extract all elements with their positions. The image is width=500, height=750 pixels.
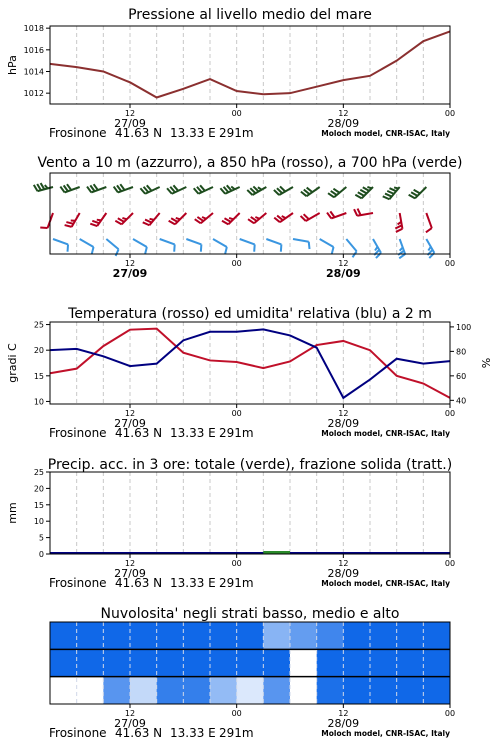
wind-barb-shaft — [266, 239, 281, 244]
wind-barb-feather — [354, 209, 357, 216]
cloud-cell — [50, 622, 77, 649]
panel-title: Nuvolosita' negli strati basso, medio e alto — [100, 606, 400, 622]
wind-barb-feather — [328, 193, 334, 197]
wind-barb — [266, 239, 281, 252]
wind-barb-feather — [92, 221, 99, 223]
panel-title: Pressione al livello medio del mare — [128, 7, 372, 23]
wind-barb-feather — [426, 228, 432, 232]
x-tick-label: 00 — [444, 559, 456, 568]
wind-barb-feather — [68, 244, 69, 251]
wind-barb-feather — [65, 225, 72, 227]
cloud-cell — [50, 677, 77, 704]
wind-barb-feather — [333, 189, 339, 193]
x-day-label: 27/09 — [114, 567, 146, 580]
cloud-cell — [290, 649, 317, 676]
wind-barb-feather — [225, 247, 227, 254]
y-tick-label: 25 — [33, 320, 44, 330]
y-tick-label: 1014 — [23, 67, 44, 77]
wind-barb-feather — [387, 191, 394, 194]
x-day-label: 28/09 — [327, 417, 360, 430]
wind-barb-feather — [309, 242, 310, 249]
y-axis-label: gradi C — [6, 343, 19, 383]
wind-barb-feather — [358, 209, 361, 216]
station-alt: 291m — [219, 576, 254, 590]
wind-barb-feather — [201, 244, 202, 251]
x-tick-label: 00 — [444, 259, 456, 268]
cloud-cell — [290, 622, 317, 649]
y-axis-label: mm — [6, 502, 19, 524]
station-lon: 13.33 E — [170, 426, 216, 440]
cloud-cell — [237, 649, 264, 676]
credit-text: Moloch model, CNR-ISAC, Italy — [321, 729, 450, 738]
cloud-cell — [263, 677, 290, 704]
x-day-label: 27/09 — [112, 267, 148, 280]
cloud-cell — [343, 677, 370, 704]
cloud-cell — [317, 622, 344, 649]
wind-barb-feather — [414, 190, 420, 194]
wind-barb-feather — [411, 192, 417, 196]
wind-barb-feather — [383, 196, 390, 199]
wind-barb-feather — [143, 222, 150, 225]
cloud-cell — [397, 677, 424, 704]
cloud-cell — [183, 677, 210, 704]
wind-barb-feather — [90, 224, 97, 226]
credit-text: Moloch model, CNR-ISAC, Italy — [321, 429, 450, 438]
credit-text: Moloch model, CNR-ISAC, Italy — [321, 129, 450, 138]
cloud-cell — [77, 677, 104, 704]
x-day-label: 28/09 — [327, 717, 360, 730]
wind-barb-feather — [150, 219, 154, 220]
wind-barb — [240, 239, 255, 252]
credit-text: Moloch model, CNR-ISAC, Italy — [321, 579, 450, 588]
y-tick-label: 1012 — [23, 89, 44, 99]
wind-barb-feather — [115, 221, 121, 225]
panel-title: Temperatura (rosso) ed umidita' relativa (blu) a 2 m — [68, 306, 432, 322]
cloud-cell — [370, 649, 397, 676]
wind-barb — [160, 239, 175, 252]
x-day-label: 27/09 — [114, 717, 146, 730]
wind-barb-feather — [248, 219, 254, 223]
x-tick-label: 00 — [231, 259, 242, 268]
panel-3 — [6, 457, 455, 590]
cloud-cell — [103, 677, 130, 704]
wind-barb-feather — [358, 192, 364, 196]
station-name: Frosinone — [49, 576, 107, 590]
y-tick-label: 1018 — [23, 24, 44, 34]
cloud-cell — [130, 622, 157, 649]
humidity-line — [50, 329, 450, 398]
wind-barb — [213, 239, 227, 254]
wind-barb-feather — [176, 218, 180, 219]
station-lat: 41.63 N — [115, 576, 163, 590]
cloud-cell — [317, 649, 344, 676]
panel-4 — [49, 606, 455, 740]
wind-barb-feather — [229, 218, 233, 219]
wind-barb — [373, 239, 381, 258]
wind-barb-feather — [97, 220, 101, 221]
wind-barb-feather — [145, 247, 147, 254]
panel-title: Vento a 10 m (azzurro), a 850 hPa (rosso), a 700 hPa (verde) — [37, 155, 463, 171]
y-right-tick-label: 60 — [456, 371, 467, 381]
cloud-cell — [423, 677, 450, 704]
wind-barb — [90, 213, 106, 226]
cloud-cell — [370, 622, 397, 649]
cloud-cell — [210, 622, 237, 649]
wind-barb-shaft — [160, 239, 175, 244]
station-alt: 291m — [219, 726, 254, 740]
panel-2 — [6, 306, 493, 440]
station-lon: 13.33 E — [170, 726, 216, 740]
wind-barb-feather — [122, 218, 126, 219]
x-day-label: 28/09 — [327, 567, 360, 580]
wind-barb — [426, 239, 434, 258]
y-tick-label: 5 — [38, 533, 44, 543]
x-tick-label: 12 — [124, 559, 136, 568]
y-tick-label: 0 — [38, 550, 44, 559]
x-tick-label: 12 — [124, 109, 136, 118]
wind-barb-shaft — [334, 187, 346, 197]
wind-barb-feather — [45, 185, 48, 188]
wind-barb-feather — [281, 244, 282, 251]
y-right-tick-label: 40 — [456, 396, 467, 406]
cloud-cell — [290, 677, 317, 704]
x-tick-label: 00 — [231, 709, 242, 718]
wind-barb — [40, 213, 53, 228]
cloud-cell — [130, 649, 157, 676]
cloud-cell — [130, 677, 157, 704]
cloud-cell — [343, 622, 370, 649]
panel-title: Precip. acc. in 3 ore: totale (verde), frazione solida (tratt.) — [47, 457, 453, 473]
wind-barb-feather — [409, 195, 415, 199]
y-tick-label: 25 — [33, 468, 44, 477]
cloud-cell — [183, 622, 210, 649]
station-lat: 41.63 N — [115, 426, 163, 440]
x-tick-label: 12 — [338, 109, 349, 118]
wind-barb — [65, 213, 80, 227]
wind-barb-feather — [174, 244, 175, 251]
y-tick-label: 20 — [33, 346, 44, 356]
pressure-line — [50, 31, 450, 97]
y-tick-label: 1016 — [23, 45, 44, 55]
wind-barb-shaft — [346, 239, 356, 251]
x-tick-label: 12 — [124, 709, 136, 718]
wind-barb-feather — [332, 247, 334, 254]
cloud-cell — [77, 622, 104, 649]
plot-frame — [50, 472, 450, 554]
x-tick-label: 00 — [231, 109, 242, 118]
wind-barb-shaft — [80, 239, 94, 247]
wind-barb — [114, 184, 133, 192]
cloud-cell — [423, 649, 450, 676]
station-name: Frosinone — [49, 126, 107, 140]
cloud-cell — [237, 622, 264, 649]
panels — [6, 7, 493, 740]
wind-barb — [398, 239, 405, 258]
station-lat: 41.63 N — [115, 726, 163, 740]
y-right-tick-label: 80 — [456, 347, 467, 357]
wind-barb-feather — [428, 247, 430, 251]
station-lat: 41.63 N — [115, 126, 163, 140]
wind-barb — [133, 239, 147, 254]
wind-barb-feather — [66, 222, 73, 224]
wind-barb-feather — [355, 195, 361, 199]
wind-barb-shaft — [320, 239, 334, 247]
wind-barb-feather — [360, 190, 366, 194]
wind-barb-feather — [255, 217, 259, 219]
x-tick-label: 12 — [338, 409, 349, 418]
wind-barb-feather — [37, 184, 41, 190]
cloud-cell — [210, 677, 237, 704]
wind-barb-shaft — [106, 239, 118, 249]
cloud-cell — [157, 649, 184, 676]
cloud-cell — [263, 622, 290, 649]
station-alt: 291m — [219, 426, 254, 440]
wind-barb — [80, 239, 94, 254]
wind-barb-feather — [41, 183, 45, 189]
wind-barb-feather — [40, 228, 47, 229]
station-lon: 13.33 E — [170, 576, 216, 590]
x-tick-label: 12 — [338, 259, 349, 268]
wind-barb — [426, 213, 432, 232]
station-name: Frosinone — [49, 426, 107, 440]
station-alt: 291m — [219, 126, 254, 140]
wind-barb-shaft — [213, 239, 227, 247]
x-tick-label: 12 — [338, 709, 349, 718]
x-tick-label: 12 — [338, 559, 349, 568]
cloud-cell — [103, 649, 130, 676]
cloud-cell — [77, 649, 104, 676]
wind-barb — [346, 239, 356, 257]
x-day-label: 28/09 — [327, 117, 360, 130]
cloud-cell — [50, 649, 77, 676]
wind-barb-feather — [116, 249, 119, 256]
wind-barb-feather — [195, 219, 201, 223]
wind-barb-shaft — [53, 239, 68, 244]
y-axis-label: hPa — [6, 55, 19, 75]
y-tick-label: 15 — [33, 371, 44, 381]
x-tick-label: 00 — [444, 109, 456, 118]
y-right-axis-label: % — [480, 357, 493, 369]
panel-1 — [34, 155, 463, 280]
cloud-cell — [423, 622, 450, 649]
wind-barb-feather — [169, 221, 175, 225]
wind-barb-feather — [400, 247, 403, 250]
cloud-cell — [317, 677, 344, 704]
wind-barb-feather — [367, 187, 371, 188]
cloud-cell — [343, 649, 370, 676]
wind-barb-feather — [92, 247, 94, 254]
wind-barb-feather — [331, 191, 337, 195]
cloud-cell — [157, 677, 184, 704]
wind-barb — [106, 239, 118, 256]
cloud-cell — [397, 649, 424, 676]
wind-barb-shaft — [426, 213, 431, 228]
wind-barb-feather — [282, 216, 286, 218]
wind-barb-feather — [258, 187, 262, 189]
cloud-cell — [397, 622, 424, 649]
x-tick-label: 12 — [124, 409, 136, 418]
x-day-label: 28/09 — [326, 267, 361, 280]
x-day-label: 27/09 — [114, 417, 146, 430]
wind-barb-feather — [375, 247, 377, 251]
x-tick-label: 00 — [231, 409, 242, 418]
cloud-cell — [183, 649, 210, 676]
wind-barb-feather — [254, 244, 255, 251]
panel-0 — [6, 7, 455, 140]
wind-barb-shaft — [186, 239, 201, 244]
y-tick-label: 10 — [33, 517, 44, 527]
y-tick-label: 15 — [33, 500, 44, 510]
y-tick-label: 10 — [33, 397, 44, 407]
x-tick-label: 00 — [231, 559, 242, 568]
wind-barb-feather — [222, 221, 228, 225]
wind-barb-feather — [202, 217, 206, 219]
wind-barb-feather — [385, 194, 392, 197]
cloud-cell — [237, 677, 264, 704]
cloud-cell — [263, 649, 290, 676]
y-tick-label: 20 — [33, 484, 44, 494]
wind-barb — [87, 184, 106, 192]
wind-barb-shaft — [133, 239, 147, 247]
cloud-cell — [210, 649, 237, 676]
wind-barb-feather — [34, 185, 38, 191]
station-name: Frosinone — [49, 726, 107, 740]
cloud-cell — [370, 677, 397, 704]
wind-barb — [53, 239, 68, 252]
wind-barb — [320, 239, 334, 254]
wind-barb-feather — [394, 187, 398, 188]
wind-barb-shaft — [293, 239, 309, 242]
x-tick-label: 12 — [124, 259, 136, 268]
wind-barb — [60, 184, 79, 192]
x-day-label: 27/09 — [114, 117, 146, 130]
station-lon: 13.33 E — [170, 126, 216, 140]
cloud-cell — [157, 622, 184, 649]
wind-barb-feather — [231, 187, 235, 190]
wind-barb — [293, 239, 310, 249]
wind-barb — [186, 239, 201, 252]
wind-barb-shaft — [280, 213, 293, 222]
x-tick-label: 00 — [444, 409, 456, 418]
wind-barb-shaft — [240, 239, 255, 244]
x-tick-label: 00 — [444, 709, 456, 718]
y-right-tick-label: 100 — [456, 322, 472, 332]
cloud-cell — [103, 622, 130, 649]
